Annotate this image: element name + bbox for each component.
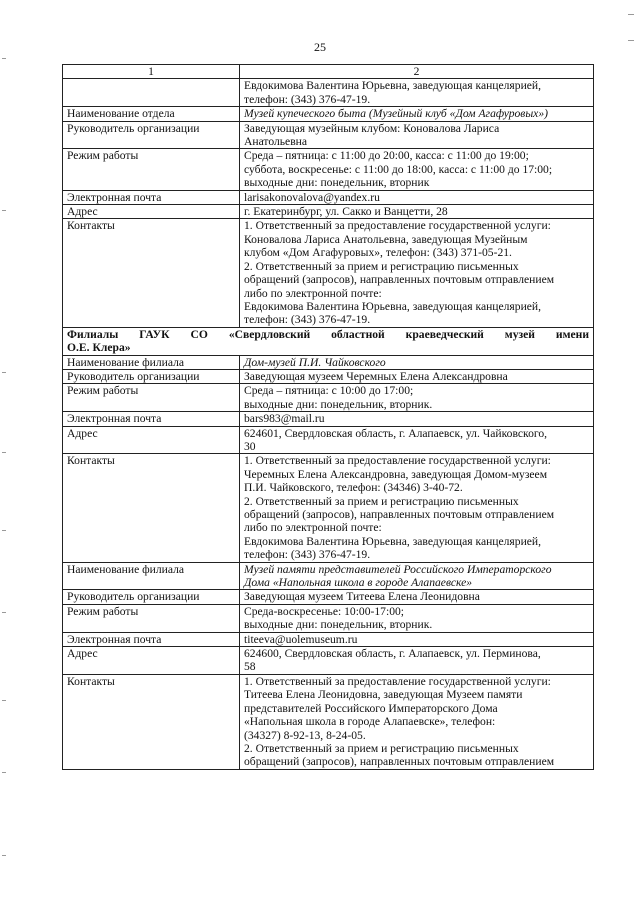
row-label: Режим работы [63, 604, 240, 632]
text-line: либо по электронной почте: [244, 286, 382, 300]
table-row [63, 454, 594, 562]
text-line: Заведующая музейным клубом: Коновалова Лариса [244, 121, 500, 135]
scan-mark [628, 14, 634, 15]
text-line: 624601, Свердловская область, г. Алапаевск, ул. Чайковского, [244, 426, 548, 440]
table-row [63, 355, 594, 369]
scan-mark [2, 372, 6, 373]
column-2-header: 2 [240, 65, 594, 79]
table-header-row [63, 65, 594, 79]
section-heading-line: О.Е. Клера» [67, 341, 131, 355]
text-line: 1. Ответственный за предоставление государственной услуги: [244, 674, 551, 688]
contacts-value [240, 674, 594, 769]
text-line: телефон: (343) 376-47-19. [244, 313, 371, 327]
row-label: Руководитель организации [63, 590, 240, 604]
row-label: Контакты [63, 674, 240, 769]
text-line: обращений (запросов), направленных почтовым отправлением [244, 273, 555, 287]
text-line: 2. Ответственный за прием и регистрацию письменных [244, 494, 519, 508]
table-row [63, 205, 594, 219]
email-link[interactable]: bars983@mail.ru [240, 412, 594, 426]
table-row [63, 190, 594, 204]
address-value [240, 647, 594, 675]
text-line: Музей памяти представителей Российского Императорского [244, 562, 552, 576]
scan-mark [2, 700, 6, 701]
scan-mark [2, 612, 6, 613]
table-row [63, 647, 594, 675]
text-line: Анатольевна [244, 135, 308, 149]
table-row [63, 369, 594, 383]
text-line: 2. Ответственный за прием и регистрацию письменных [244, 259, 519, 273]
scan-mark [2, 772, 6, 773]
branch-name [240, 562, 594, 590]
contacts-value [240, 454, 594, 562]
row-label: Руководитель организации [63, 121, 240, 149]
scan-mark [2, 210, 6, 211]
text-line: телефон: (343) 376-47-19. [244, 548, 371, 562]
row-label: Адрес [63, 426, 240, 454]
text-line: Дома «Напольная школа в городе Алапаевске» [244, 576, 473, 590]
text-line: либо по электронной почте: [244, 521, 382, 535]
text-line: Евдокимова Валентина Юрьевна, заведующая канцелярией, [244, 79, 542, 93]
table-row [63, 219, 594, 327]
table-row [63, 590, 594, 604]
head-value [240, 121, 594, 149]
hours-value [240, 149, 594, 190]
row-label: Адрес [63, 647, 240, 675]
text-line: представителей Российского Императорского Дома [244, 701, 498, 715]
address-value: г. Екатеринбург, ул. Сакко и Ванцетти, 28 [240, 205, 594, 219]
text-line: «Напольная школа в городе Алапаевске», телефон: [244, 715, 496, 729]
row-label: Режим работы [63, 384, 240, 412]
table-row [63, 107, 594, 121]
scan-mark [2, 530, 6, 531]
text-line: 30 [244, 439, 256, 453]
info-table [62, 64, 594, 770]
text-line: Титеева Елена Леонидовна, заведующая Музеем памяти [244, 688, 523, 702]
text-line: обращений (запросов), направленных почтовым отправлением [244, 508, 555, 521]
branch-name: Дом-музей П.И. Чайковского [240, 355, 594, 369]
text-line: 1. Ответственный за предоставление государственной услуги: [244, 219, 551, 233]
scan-mark [628, 40, 634, 41]
email-link[interactable]: larisakonovalova@yandex.ru [240, 190, 594, 204]
row-label: Адрес [63, 205, 240, 219]
table-row [63, 562, 594, 590]
head-value: Заведующая музеем Черемных Елена Александровна [240, 369, 594, 383]
table-row [63, 632, 594, 646]
scan-mark [2, 58, 6, 59]
text-line: 58 [244, 660, 256, 674]
column-1-header: 1 [63, 65, 240, 79]
row-label: Наименование отдела [63, 107, 240, 121]
row-label: Наименование филиала [63, 562, 240, 590]
text-line: Черемных Елена Александровна, заведующая Домом-музеем [244, 467, 548, 481]
row-label: Контакты [63, 219, 240, 327]
email-link[interactable]: titeeva@uolemuseum.ru [240, 632, 594, 646]
continuation-cell [240, 79, 594, 107]
text-line: суббота, воскресенье: с 11:00 до 18:00, касса: с 11:00 до 17:00; [244, 162, 553, 176]
row-label: Руководитель организации [63, 369, 240, 383]
table-row [63, 674, 594, 769]
scan-mark [2, 855, 6, 856]
text-line: обращений (запросов), направленных почтовым отправлением [244, 755, 555, 769]
text-line: 2. Ответственный за прием и регистрацию письменных [244, 741, 519, 755]
section-heading-line: Филиалы ГАУК СО «Свердловский областной краеведческий музей имени [67, 327, 589, 341]
text-line: Среда – пятница: с 10:00 до 17:00; [244, 384, 414, 398]
text-line: выходные дни: понедельник, вторник. [244, 397, 433, 411]
row-label: Режим работы [63, 149, 240, 190]
text-line: (34327) 8-92-13, 8-24-05. [244, 728, 366, 742]
page-number: 25 [314, 40, 326, 54]
text-line: клубом «Дом Агафуровых», телефон: (343) 371-05-21. [244, 246, 512, 260]
table-row [63, 426, 594, 454]
text-line: 624600, Свердловская область, г. Алапаевск, ул. Перминова, [244, 647, 541, 661]
head-value: Заведующая музеем Титеева Елена Леонидовна [240, 590, 594, 604]
text-line: телефон: (343) 376-47-19. [244, 92, 371, 106]
text-line: Евдокимова Валентина Юрьевна, заведующая канцелярией, [244, 534, 542, 548]
hours-value [240, 604, 594, 632]
table-row [63, 121, 594, 149]
text-line: выходные дни: понедельник, вторник [244, 176, 430, 190]
scan-mark [2, 452, 6, 453]
section-heading [63, 327, 594, 355]
row-label: Электронная почта [63, 412, 240, 426]
empty-cell [63, 79, 240, 107]
text-line: Среда – пятница: с 11:00 до 20:00, касса: с 11:00 до 19:00; [244, 149, 529, 163]
row-label: Электронная почта [63, 190, 240, 204]
table-row [63, 149, 594, 190]
row-label: Контакты [63, 454, 240, 562]
text-line: выходные дни: понедельник, вторник. [244, 618, 433, 632]
section-heading-row [63, 327, 594, 355]
table-row [63, 79, 594, 107]
table-row [63, 412, 594, 426]
text-line: Коновалова Лариса Анатольевна, заведующая Музейным [244, 232, 528, 246]
hours-value [240, 384, 594, 412]
text-line: Среда-воскресенье: 10:00-17:00; [244, 604, 405, 618]
text-line: 1. Ответственный за предоставление государственной услуги: [244, 454, 551, 468]
table-row [63, 384, 594, 412]
text-line: П.И. Чайковского, телефон: (34346) 3-40-72. [244, 481, 463, 495]
text-line: Евдокимова Валентина Юрьевна, заведующая канцелярией, [244, 299, 542, 313]
address-value [240, 426, 594, 454]
contacts-value [240, 219, 594, 327]
table-row [63, 604, 594, 632]
department-name: Музей купеческого быта (Музейный клуб «Дом Агафуровых») [240, 107, 594, 121]
row-label: Наименование филиала [63, 355, 240, 369]
row-label: Электронная почта [63, 632, 240, 646]
